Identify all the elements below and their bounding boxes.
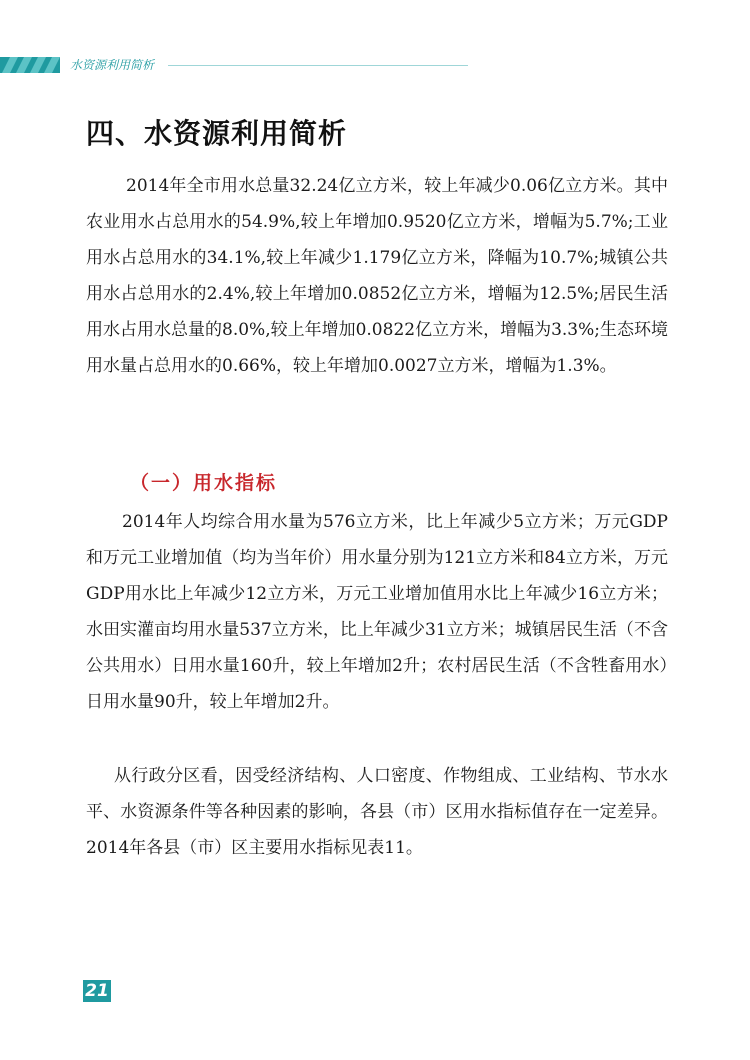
header-divider xyxy=(168,65,468,66)
paragraph-water-use-indicators: 2014年人均综合用水量为576立方米，比上年减少5立方米；万元GDP和万元工业增加值（均为当年价）用水量分别为121立方米和84立方米，万元GDP用水比上年减少12立方米，万元工业增加值用水比上年减少16立方米；水田实灌亩均用水量537立方米，比上年减少31立方米；城镇居民生活（不含公共用水）日用水量160升，较上年增加2升；农村居民生活（不含牲畜用水）日用水量90升，较上年增加2升。 xyxy=(86,512,668,712)
subsection-heading: （一）用水指标 xyxy=(130,472,278,494)
section-title: 四、水资源利用简析 xyxy=(86,117,348,150)
paragraph-water-use-total: 2014年全市用水总量32.24亿立方米，较上年减少0.06亿立方米。其中农业用水占总用水的54.9%,较上年增加0.9520亿立方米，增幅为5.7%;工业用水占总用水的34.1%,较上年减少1.179亿立方米，降幅为10.7%;城镇公共用水占总用水的2.4%,较上年增加0.0852亿立方米，增幅为12.5%;居民生活用水占用水总量的8.0%,较上年增加0.0822亿立方米，增幅为3.3%;生态环境用水量占总用水的0.66%，较上年增加0.0027立方米，增幅为1.3%。 xyxy=(86,176,668,376)
running-header: 水资源利用简析 xyxy=(70,58,155,72)
page-number: 21 xyxy=(83,980,111,1002)
header-decoration xyxy=(0,57,60,73)
paragraph-regional-differences: 从行政分区看，因受经济结构、人口密度、作物组成、工业结构、节水水平、水资源条件等各种因素的影响，各县（市）区用水指标值存在一定差异。2014年各县（市）区主要用水指标见表11。 xyxy=(86,766,668,858)
